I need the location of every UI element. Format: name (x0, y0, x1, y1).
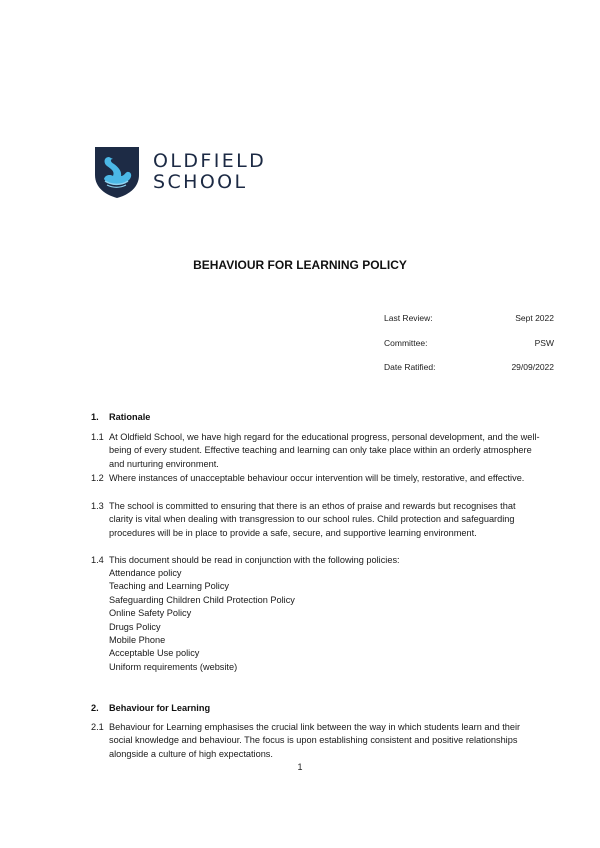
list-item: Teaching and Learning Policy (109, 581, 230, 592)
clause-number: 1.2 (91, 473, 104, 483)
section-number: 2. (91, 703, 99, 713)
swan-shield-icon (93, 145, 141, 199)
list-item: Attendance policy (109, 568, 182, 578)
clause-number: 1.3 (91, 501, 104, 511)
clause-number: 1.4 (91, 555, 104, 565)
logo-line-1: OLDFIELD (153, 150, 267, 172)
clause-text: At Oldfield School, we have high regard for the educational progress, personal development, and the well-being of every student. Effective teaching and learning can only take place within an orderly atmosphere and nurturing environment. (109, 432, 540, 469)
clause-1-4 (91, 554, 541, 567)
meta-row-committee (384, 338, 554, 363)
meta-row-date-ratified (384, 362, 554, 387)
section-title: Rationale (109, 412, 151, 422)
clause-1-3 (91, 500, 541, 540)
list-item: Online Safety Policy (109, 608, 192, 619)
logo-wordmark (153, 151, 266, 193)
meta-value: Sept 2022 (515, 313, 554, 323)
section-heading-rationale (91, 412, 150, 422)
review-meta-table (384, 313, 554, 387)
clause-number: 2.1 (91, 722, 104, 732)
meta-label: Date Ratified: (384, 362, 436, 372)
list-item: Acceptable Use policy (109, 648, 200, 659)
clause-2-1 (91, 721, 541, 761)
related-policies-list (109, 567, 295, 674)
page-number: 1 (297, 762, 303, 772)
meta-label: Committee: (384, 337, 428, 348)
logo-line-2: SCHOOL (153, 171, 248, 193)
meta-value: PSW (534, 337, 554, 348)
list-item: Uniform requirements (website) (109, 661, 238, 672)
clause-text: This document should be read in conjunction with the following policies: (109, 555, 400, 565)
clause-text: The school is committed to ensuring that there is an ethos of praise and rewards but recognises that clarity is vital when dealing with transgression to our school rules. Child protection and safeguarding procedures will be in place to provide a safe, secure, and supportive learning environment. (109, 501, 516, 538)
clause-1-1 (91, 431, 541, 471)
meta-label: Last Review: (384, 313, 433, 323)
document-title: BEHAVIOUR FOR LEARNING POLICY (193, 258, 407, 272)
section-title: Behaviour for Learning (109, 703, 211, 713)
list-item: Mobile Phone (109, 635, 166, 646)
clause-text: Behaviour for Learning emphasises the crucial link between the way in which students learn and their social knowledge and behaviour. The focus is upon establishing consistent and positive relationships alongside a culture of high expectations. (109, 722, 521, 759)
school-logo (93, 145, 266, 199)
clause-number: 1.1 (91, 432, 104, 442)
meta-row-last-review (384, 313, 554, 338)
clause-1-2 (91, 472, 541, 485)
section-number: 1. (91, 412, 99, 422)
clause-text: Where instances of unacceptable behaviour occur intervention will be timely, restorative, and effective. (109, 473, 525, 483)
section-heading-behaviour-for-learning (91, 703, 210, 713)
list-item: Drugs Policy (109, 621, 161, 632)
list-item: Safeguarding Children Child Protection Policy (109, 594, 295, 605)
meta-value: 29/09/2022 (511, 362, 554, 372)
